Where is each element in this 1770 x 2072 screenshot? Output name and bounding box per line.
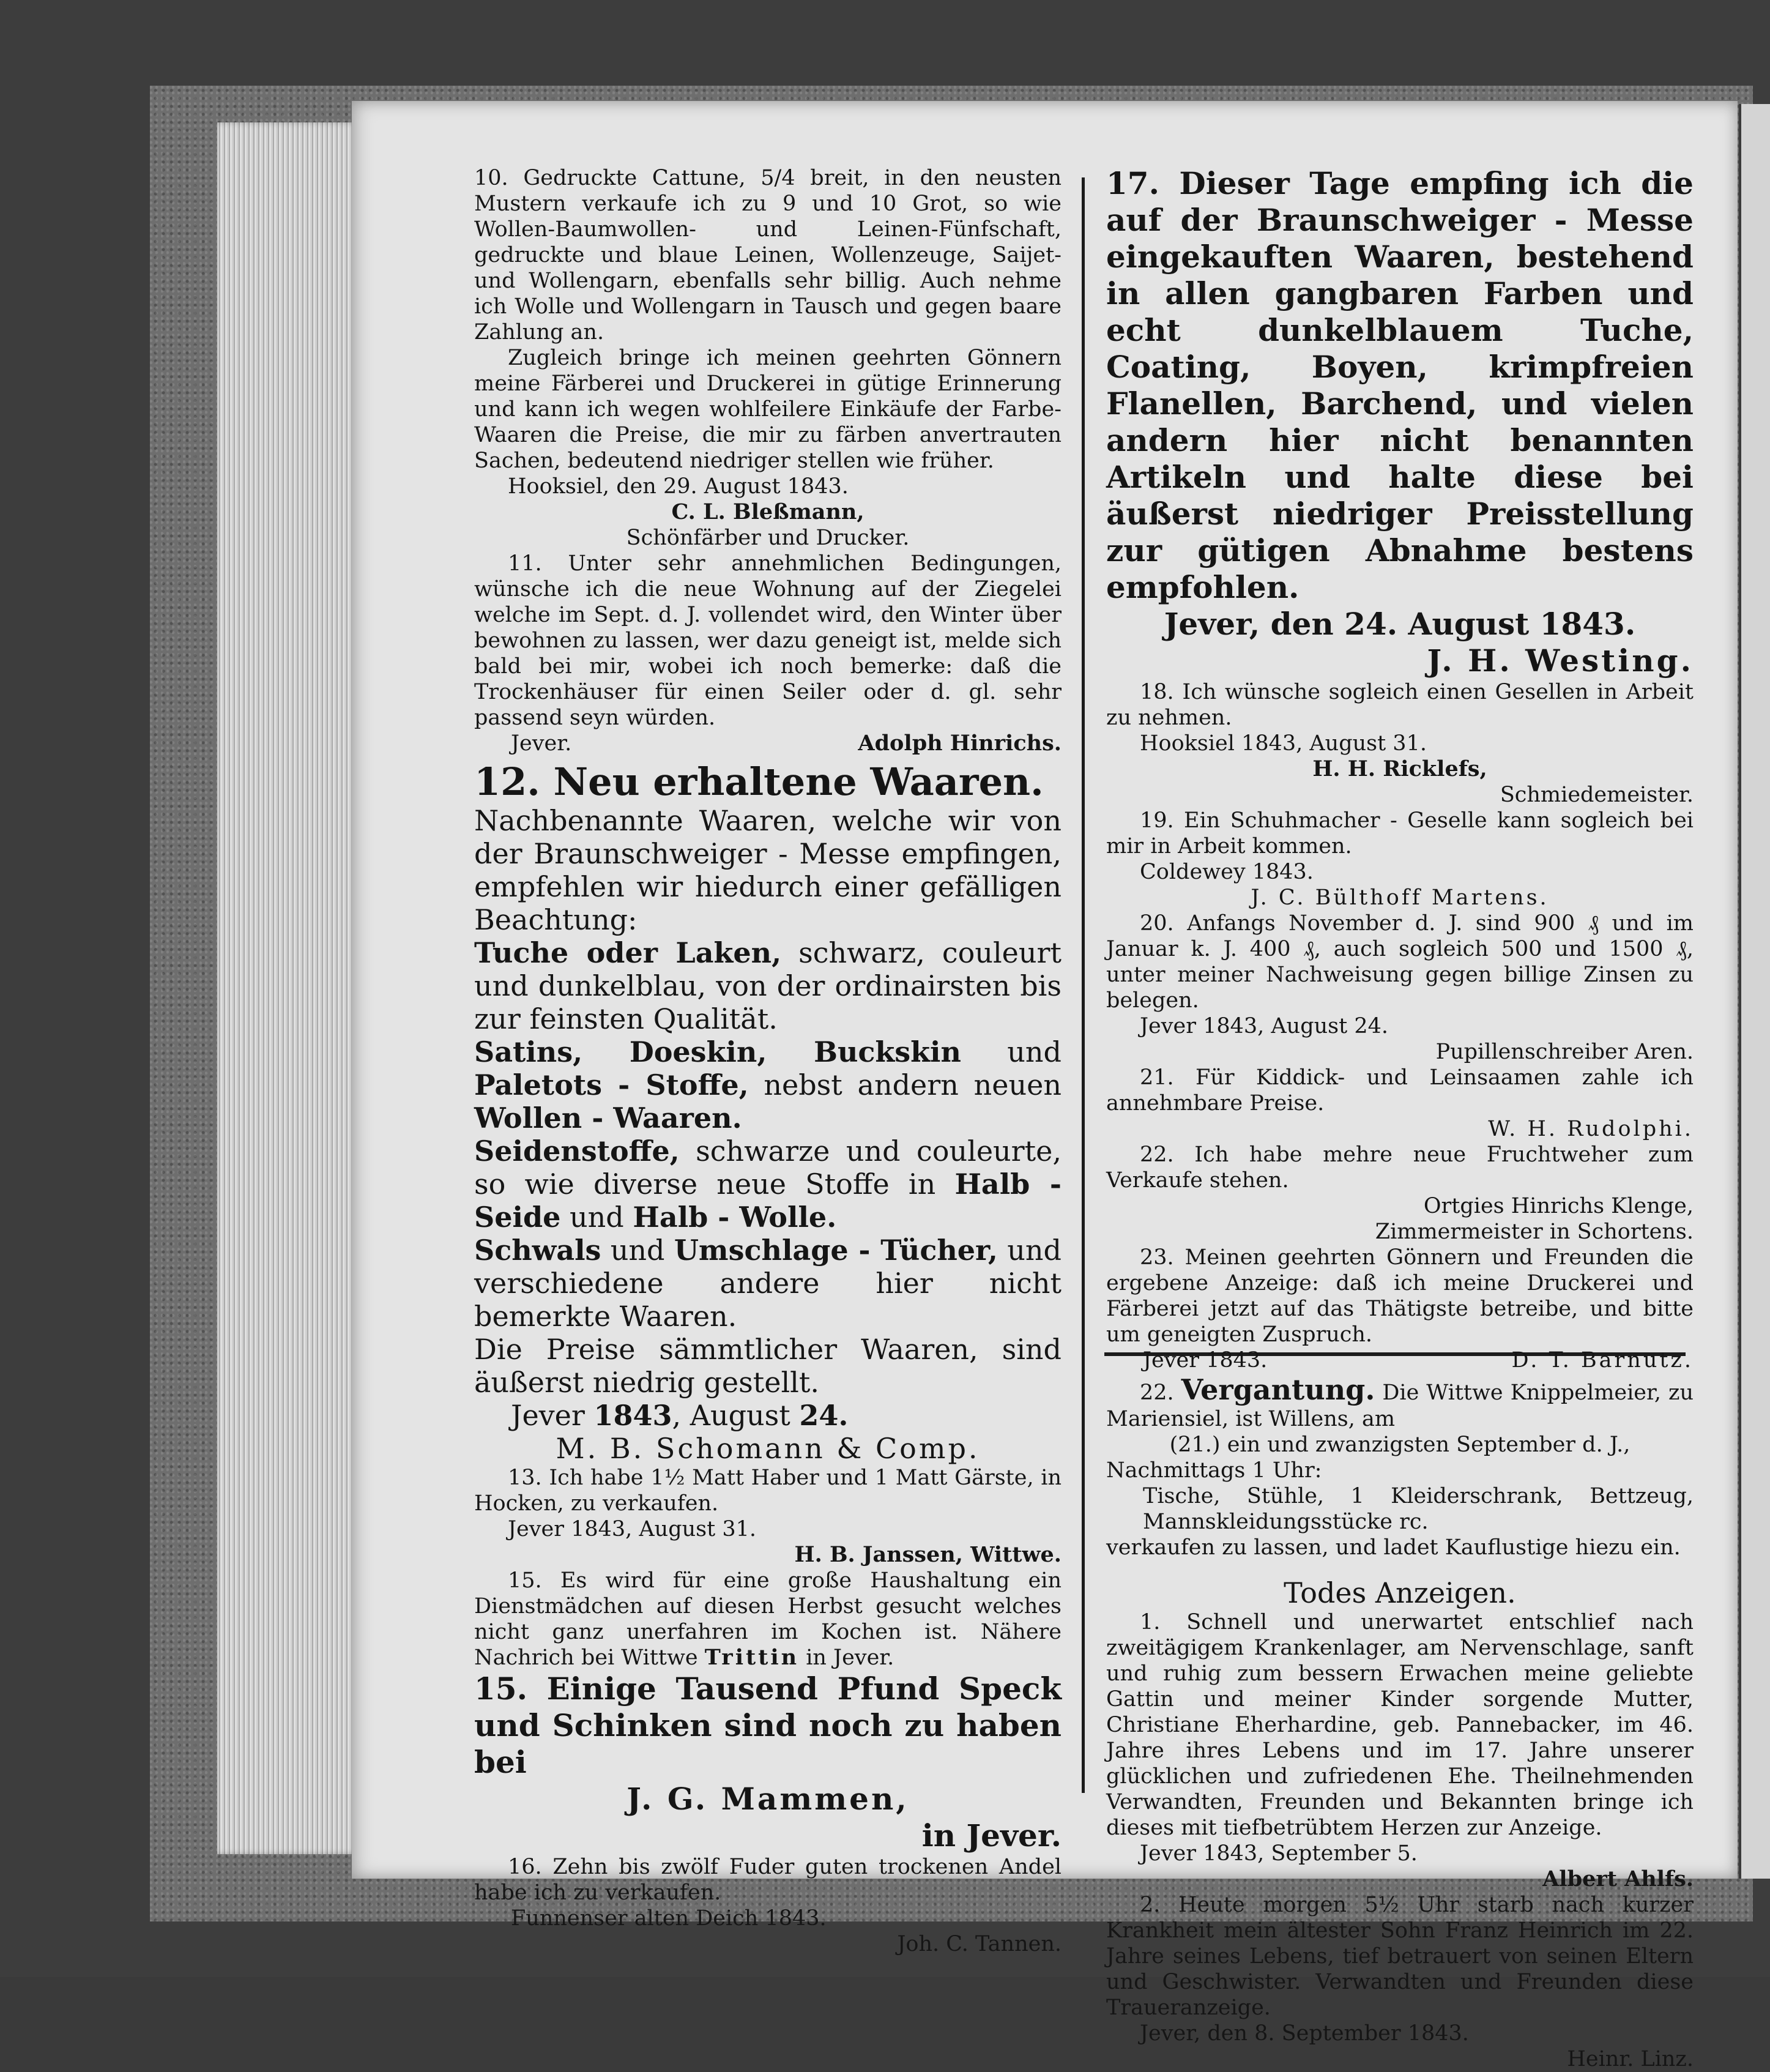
ad-12-date-mid: , August [672, 1399, 800, 1432]
ad-22b-body: Die Wittwe Knippelmeier, zu Mariensiel, ist Willens, am [1106, 1381, 1694, 1431]
death-2-name: Heinr. Linz. [1567, 2047, 1694, 2071]
ad-12-item-4-rest: und verschiedene andere hier nicht bemerkte Waaren. [474, 1234, 1062, 1333]
ad-12-item-2-rest: nebst andern neuen [748, 1068, 1062, 1101]
ad-12-date-day: 24. [799, 1399, 849, 1432]
ad-15b-text: 15. Einige Tausend Pfund Speck und Schinken sind noch zu haben bei [474, 1671, 1062, 1780]
ad-15a-text-pre: 15. Es wird für eine große Haushaltung ein Dienstmädchen auf diesen Herbst gesucht welches nicht ganz unerfahren im Kochen ist. Nähere Nachrich bei Wittwe [474, 1568, 1062, 1670]
ad-12-item-2 [474, 1035, 1062, 1135]
ad-17-date: Jever, den 24. August 1843. [1164, 606, 1636, 642]
ad-20-name: Pupillenschreiber Aren. [1435, 1040, 1694, 1064]
ad-23-signature [1106, 1347, 1694, 1373]
ad-12-date-pre: Jever [511, 1399, 594, 1432]
ad-12-item-1-rest: schwarz, couleurt und dunkelblau, von der ordinairsten bis zur feinsten Qualität. [474, 936, 1062, 1035]
ad-12-item-3-bold: Seidenstoffe, [474, 1135, 680, 1168]
death-1-date: Jever 1843, September 5. [1140, 1841, 1418, 1866]
ad-12-firm: M. B. Schomann & Comp. [556, 1432, 980, 1465]
ad-12-item-3 [474, 1135, 1062, 1234]
ad-18-date: Hooksiel 1843, August 31. [1140, 731, 1427, 756]
ad-12-item-4 [474, 1234, 1062, 1333]
ad-15a-name: Trittin [704, 1645, 800, 1670]
facing-page-edge [1739, 104, 1770, 1879]
ad-15b-name: J. G. Mammen, [627, 1781, 909, 1817]
ad-12-item-2-bold-3: Wollen - Waaren. [474, 1101, 742, 1135]
ad-17-name: J. H. Westing. [1427, 643, 1694, 679]
ad-20-date: Jever 1843, August 24. [1140, 1014, 1388, 1038]
ad-23-name: D. T. Barnutz. [1511, 1348, 1694, 1373]
ad-10-name: C. L. Bleßmann, [671, 499, 865, 524]
ad-12-item-1-bold: Tuche oder Laken, [474, 936, 782, 969]
ad-10-title: Schönfärber und Drucker. [626, 526, 910, 550]
ad-10-text-2: Zugleich bringe ich meinen geehrten Gönnern meine Färberei und Druckerei in gütige Erinnerung und kann ich wegen wohlfeilere Einkäufe der Farbe-Waaren die Preise, die mir zu färben anvertrauten Sachen, bedeutend niedriger stellen wie früher. [474, 346, 1062, 473]
ad-19-date: Coldewey 1843. [1140, 860, 1314, 884]
ad-11-signature [474, 731, 1062, 756]
ad-15b-place: in Jever. [921, 1817, 1062, 1854]
ad-12-item-4-bold: Schwals [474, 1234, 601, 1267]
ad-19-text: 19. Ein Schuhmacher - Geselle kann sogleich bei mir in Arbeit kommen. [1106, 808, 1694, 859]
death-2-date: Jever, den 8. September 1843. [1140, 2021, 1469, 2046]
left-column [474, 165, 1062, 1957]
ad-22a-title: Zimmermeister in Schortens. [1375, 1220, 1694, 1244]
ad-13-text: 13. Ich habe 1½ Matt Haber und 1 Matt Gärste, in Hocken, zu verkaufen. [474, 1466, 1062, 1516]
ad-15a-text [474, 1568, 1062, 1671]
ad-12-item-3-rest: schwarze und couleurte, so wie diverse neue Stoffe in [474, 1135, 1062, 1201]
ad-12-item-4-mid: und [601, 1234, 674, 1267]
ad-11-name: Adolph Hinrichs. [858, 731, 1062, 756]
ad-13-date: Jever 1843, August 31. [508, 1517, 756, 1541]
deaths-heading: Todes Anzeigen. [1284, 1576, 1516, 1609]
column-divider [1082, 177, 1085, 1793]
ad-12-item-2-bold-2: Paletots - Stoffe, [474, 1068, 749, 1101]
death-1-name: Albert Ahlfs. [1542, 1866, 1694, 1891]
ad-12-item-1 [474, 936, 1062, 1035]
ad-22b-line-3: Nachmittags 1 Uhr: [1106, 1458, 1322, 1483]
right-column [1106, 165, 1694, 2072]
ad-17-text: 17. Dieser Tage empfing ich die auf der Braunschweiger - Messe eingekauften Waaren, bestehend in allen gangbaren Farben und echt dunkelblauem Tuche, Coating, Boyen, krimpfreien Flanellen, Barchend, und vielen andern hier nicht benannten Artikeln und halte diese bei äußerst niedriger Preisstellung zur gütigen Abnahme bestens empfohlen. [1106, 165, 1694, 605]
ad-12-item-3-mid: und [560, 1201, 633, 1234]
ad-10-date: Hooksiel, den 29. August 1843. [508, 474, 849, 499]
ad-22b-end: verkaufen zu lassen, und ladet Kauflustige hiezu ein. [1106, 1535, 1681, 1560]
ad-22b-text [1106, 1373, 1694, 1432]
ad-11-place: Jever. [511, 731, 572, 756]
ad-22b-num: 22. [1140, 1381, 1181, 1405]
ad-21-text: 21. Für Kiddick- und Leinsaamen zahle ich annehmbare Preise. [1106, 1065, 1694, 1116]
ad-12-prices: Die Preise sämmtlicher Waaren, sind äußerst niedrig gestellt. [474, 1333, 1062, 1399]
ad-12-heading: 12. Neu erhaltene Waaren. [474, 759, 1044, 804]
ad-18-name: H. H. Ricklefs, [1312, 756, 1487, 781]
ad-22b-items: Tische, Stühle, 1 Kleiderschrank, Bettzeug, Mannskleidungsstücke rc. [1143, 1484, 1694, 1534]
ad-22a-name: Ortgies Hinrichs Klenge, [1423, 1194, 1694, 1218]
ad-22b-line-2: (21.) ein und zwanzigsten September d. J., [1169, 1433, 1631, 1457]
ad-16-text: 16. Zehn bis zwölf Fuder guten trockenen Andel habe ich zu verkaufen. [474, 1855, 1062, 1905]
ad-21-name: W. H. Rudolphi. [1488, 1117, 1694, 1141]
death-1-text: 1. Schnell und unerwartet entschlief nach zweitägigem Krankenlager, am Nervenschlage, sanft und ruhig zum bessern Erwachen meine geliebte Gattin und meiner Kinder sorgende Mutter, Christiane Eherhardine, geb. Pannebacker, im 46. Jahre ihres Lebens und im 17. Jahre unserer glücklichen und zufriedenen Ehe. Theilnehmenden Verwandten, Freunden und Bekannten bringe ich dieses mit tiefbetrübtem Herzen zur Anzeige. [1106, 1610, 1694, 1840]
ad-19-name: J. C. Bülthoff Martens. [1251, 885, 1549, 910]
ad-12-item-4-bold-2: Umschlage - Tücher, [674, 1234, 998, 1267]
page-edges [217, 122, 361, 1854]
ad-18-text: 18. Ich wünsche sogleich einen Gesellen in Arbeit zu nehmen. [1106, 680, 1694, 730]
ad-12-date [474, 1399, 1062, 1432]
ad-23-text: 23. Meinen geehrten Gönnern und Freunden die ergebene Anzeige: daß ich meine Druckerei und Färberei jetzt auf das Thätigste betreibe, und bitte um geneigten Zuspruch. [1106, 1245, 1694, 1347]
ad-18-title: Schmiedemeister. [1500, 783, 1694, 807]
ad-12-item-2-mid: und [961, 1035, 1062, 1068]
ad-23-place: Jever 1843. [1143, 1348, 1268, 1373]
ad-22a-text: 22. Ich habe mehre neue Fruchtweher zum Verkaufe stehen. [1106, 1142, 1694, 1193]
ad-13-name: H. B. Janssen, Wittwe. [794, 1542, 1062, 1567]
ad-10-text: 10. Gedruckte Cattune, 5/4 breit, in den neusten Mustern verkaufe ich zu 9 und 10 Grot, so wie Wollen-Baumwollen- und Leinen-Fünfschaft, gedruckte und blaue Leinen, Wollenzeuge, Saijet- und Wollengarn, ebenfalls sehr billig. Auch nehme ich Wolle und Wollengarn in Tausch und gegen baare Zahlung an. [474, 166, 1062, 345]
ad-12-item-3-bold-3: Halb - Wolle. [633, 1201, 837, 1234]
ad-16-name: Joh. C. Tannen. [897, 1932, 1062, 1956]
ad-20-text: 20. Anfangs November d. J. sind 900 ₰ und im Januar k. J. 400 ₰, auch sogleich 500 und 1500 ₰, unter meiner Nachweisung gegen billige Zinsen zu belegen. [1106, 911, 1694, 1013]
ad-22b-heading: Vergantung. [1181, 1373, 1375, 1406]
ad-11-text: 11. Unter sehr annehmlichen Bedingungen, wünsche ich die neue Wohnung auf der Ziegelei welche im Sept. d. J. vollendet wird, den Winter über bewohnen zu lassen, wer dazu geneigt ist, melde sich bald bei mir, wobei ich noch bemerke: daß die Trockenhäuser für einen Seiler oder d. gl. sehr passend seyn würden. [474, 551, 1062, 730]
ad-12-item-3-bold-2: Halb - Seide [474, 1168, 1062, 1234]
ad-12-intro: Nachbenannte Waaren, welche wir von der Braunschweiger - Messe empfingen, empfehlen wir hiedurch einer gefälligen Beachtung: [474, 804, 1062, 936]
death-2-text: 2. Heute morgen 5½ Uhr starb nach kurzer Krankheit mein ältester Sohn Franz Heinrich im 22. Jahre seines Lebens, tief betrauert von seinen Eltern und Geschwister. Verwandten und Freunden diese Traueranzeige. [1106, 1893, 1694, 2020]
ad-12-item-2-bold: Satins, Doeskin, Buckskin [474, 1035, 961, 1068]
ad-16-date: Funnenser alten Deich 1843. [511, 1906, 827, 1931]
ad-12-date-year: 1843 [593, 1399, 672, 1432]
ad-15a-text-post: in Jever. [799, 1645, 894, 1670]
